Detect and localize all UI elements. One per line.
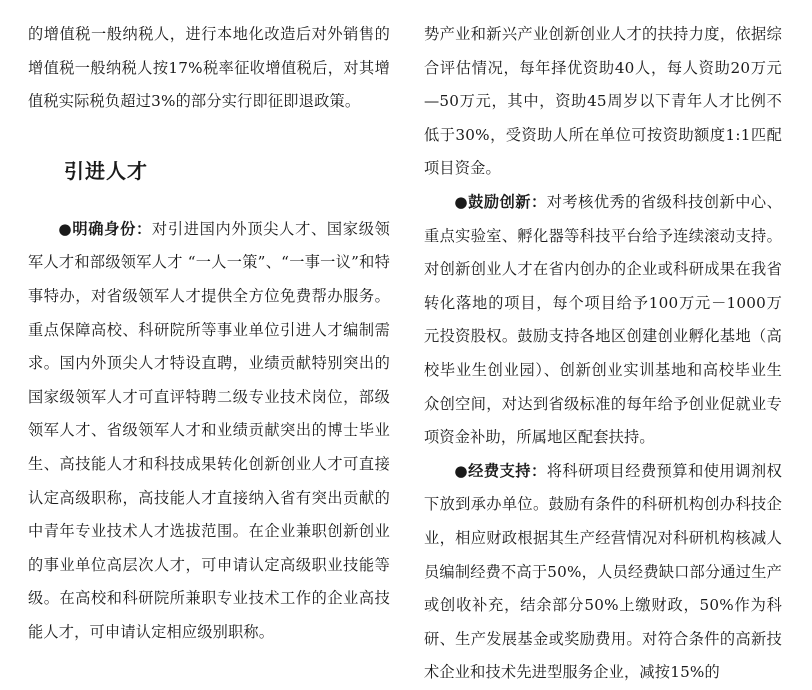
clarify-identity-lead: ●明确身份： (58, 219, 152, 238)
clarify-identity-paragraph (28, 213, 390, 650)
clarify-identity-body: 对引进国内外顶尖人才、国家级领军人才和部级领军人才 “一人一策”、“一事一议”和特事特办，对省级领军人才提供全方位免费帮办服务。重点保障高校、科研院所等事业单位引进人才编制需求。国内外顶尖人才特设直聘，业绩贡献特别突出的国家级领军人才可直评特聘二级专业技术岗位，部级领军人才、省级领军人才和业绩贡献突出的博士毕业生、高技能人才和科技成果转化创新创业人才可直接认定高级职称，高技能人才直接纳入省有突出贡献的中青年专业技术人才选拔范围。在企业兼职创新创业的事业单位高层次人才，可申请认定高级职业技能等级。在高校和科研院所兼职专业技术工作的企业高技能人才，可申请认定相应级别职称。 (28, 219, 391, 641)
right-column (424, 18, 782, 690)
funding-support-body: 将科研项目经费预算和使用调剂权下放到承办单位。鼓励有条件的科研机构创办科技企业，相应财政根据其生产经营情况对科研机构核减人员编制经费不高于50%，人员经费缺口部分通过生产或创收补充，结余部分50%上缴财政，50%作为科研、生产发展基金或奖励费用。对符合条件的高新技术企业和技术先进型服务企业，减按15%的 (424, 461, 782, 682)
encourage-innovation-lead: ●鼓励创新： (454, 192, 547, 211)
funding-support-lead: ●经费支持： (454, 461, 547, 480)
funding-support-paragraph (424, 455, 782, 690)
encourage-innovation-body: 对考核优秀的省级科技创新中心、重点实验室、孵化器等科技平台给予连续滚动支持。对创新创业人才在省内创办的企业或科研成果在我省转化落地的项目，每个项目给予100万元－1000万元投资股权。鼓励支持各地区创建创业孵化基地（高校毕业生创业园）、创新创业实训基地和高校毕业生众创空间，对达到省级标准的每年给予创业促就业专项资金补助，所属地区配套扶持。 (424, 192, 782, 447)
encourage-innovation-paragraph (424, 186, 782, 455)
section-heading: 引进人才 (64, 158, 148, 183)
intro-paragraph: 的增值税一般纳税人，进行本地化改造后对外销售的增值税一般纳税人按17%税率征收增值税后，对其增值税实际税负超过3%的部分实行即征即退政策。 (28, 25, 390, 111)
continued-paragraph: 势产业和新兴产业创新创业人才的扶持力度，依据综合评估情况，每年择优资助40人，每人资助20万元—50万元，其中，资助45周岁以下青年人才比例不低于30%，受资助人所在单位可按资助额度1:1匹配项目资金。 (424, 25, 782, 178)
left-column (28, 18, 390, 650)
